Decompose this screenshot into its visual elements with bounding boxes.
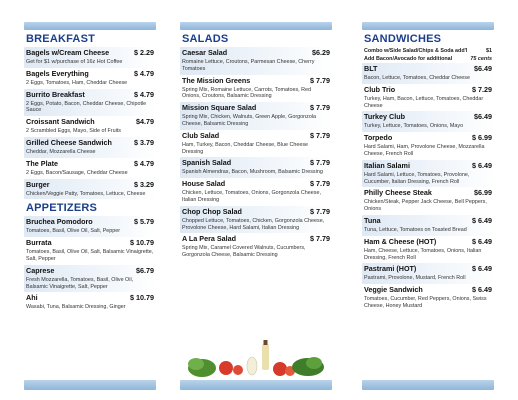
- menu-item: [362, 236, 494, 264]
- breakfast-list: [24, 47, 156, 199]
- menu-item: [362, 263, 494, 284]
- menu-item-row: [364, 237, 492, 246]
- menu-item: [362, 187, 494, 215]
- menu-item-price: $ 2.29: [134, 48, 154, 57]
- menu-item-row: [26, 90, 154, 99]
- menu-item-row: [182, 179, 330, 188]
- menu-item-row: [26, 159, 154, 168]
- menu-item-description: Chicken, Lettuce, Tomatoes, Onions, Gorgonzola Cheese, Italian Dressing: [182, 190, 321, 203]
- appetizers-list: [24, 216, 156, 313]
- menu-item-price: $6.29: [312, 48, 330, 57]
- menu-item: [180, 233, 332, 261]
- menu-item-row: [364, 285, 492, 294]
- menu-item: [362, 215, 494, 236]
- menu-item-description: 2 Eggs, Potato, Bacon, Cheddar Cheese, Chipotle Sauce: [26, 100, 147, 114]
- menu-item-price: $ 7.79: [310, 130, 330, 140]
- menu-item-description: Tomatoes, Cucumber, Red Peppers, Onions, Swiss Cheese, Honey Mustard: [364, 296, 487, 309]
- salads-panel: [180, 22, 332, 390]
- menu-item-price: $ 7.79: [310, 179, 330, 189]
- menu-item-name: Chop Chop Salad: [182, 206, 242, 216]
- menu-item-description: Chicken/Steak, Pepper Jack Cheese, Bell Peppers, Onions: [364, 199, 487, 213]
- menu-item: [24, 89, 156, 117]
- top-band: [24, 22, 156, 30]
- menu-item-row: [26, 117, 154, 126]
- menu-item-name: Burger: [26, 179, 50, 189]
- menu-item: [180, 178, 332, 206]
- menu-item-name: Torpedo: [364, 133, 393, 143]
- menu-item-name: Club Trio: [364, 84, 396, 94]
- menu-item-description: 2 Eggs, Tomatoes, Ham, Cheddar Cheese: [26, 79, 128, 86]
- menu-item-price: $6.49: [474, 64, 492, 73]
- menu-item: [180, 130, 332, 158]
- menu-item-row: [364, 264, 492, 273]
- menu-item-name: Bruchea Pomodoro: [26, 217, 93, 227]
- menu-item-row: [26, 180, 154, 189]
- menu-item-name: Mission Square Salad: [182, 103, 257, 113]
- menu-item: [362, 284, 494, 312]
- bottom-band: [362, 380, 494, 390]
- menu-item-row: [364, 64, 492, 73]
- combo-note-text: Combo w/Side Salad/Chips & Soda add'l: [364, 48, 468, 54]
- menu-item: [362, 63, 494, 84]
- menu-item: [24, 292, 156, 313]
- menu-item: [24, 216, 156, 237]
- menu-item-price: $ 6.49: [472, 160, 492, 170]
- menu-item: [24, 158, 156, 179]
- bottom-band: [24, 380, 156, 390]
- menu-item-price: $ 7.79: [310, 234, 330, 244]
- vegetables-illustration: [182, 334, 330, 378]
- menu-item-row: [182, 131, 330, 140]
- menu-item-description: Hard Salami, Lettuce, Tomatoes, Provolone, Cucumber, Italian Dressing, French Roll: [364, 171, 470, 185]
- menu-item-row: [364, 188, 492, 197]
- menu-item-price: $ 3.29: [134, 179, 154, 189]
- menu-item-description: Turkey, Ham, Bacon, Lettuce, Tomatoes, Cheddar Cheese: [364, 95, 484, 109]
- sandwiches-heading: SANDWICHES: [364, 33, 442, 45]
- menu-item-price: $ 6.49: [472, 215, 492, 225]
- menu-item-description: Wasabi, Tuna, Balsamic Dressing, Ginger: [26, 304, 126, 311]
- menu-item: [24, 265, 156, 293]
- menu-item-price: $ 4.79: [134, 158, 154, 168]
- menu-item-price: $6.79: [136, 265, 154, 275]
- menu-item: [24, 237, 156, 265]
- menu-item: [362, 160, 494, 188]
- menu-item: [180, 47, 332, 75]
- menu-item-description: Bacon, Lettuce, Tomatoes, Cheddar Cheese: [364, 75, 470, 81]
- menu-item-description: Pastrami, Provolone, Mustard, French Roll: [364, 275, 466, 282]
- menu-item-price: $ 4.79: [134, 68, 154, 78]
- menu-item: [180, 102, 332, 130]
- menu-item-price: $ 6.49: [472, 285, 492, 295]
- combo-note: [362, 47, 494, 55]
- menu-item-row: [182, 207, 330, 216]
- menu-item-row: [182, 158, 330, 167]
- menu-item-name: Italian Salami: [364, 160, 410, 170]
- menu-item-description: Spring Mix, Chicken, Walnuts, Green Apple, Gorgonzola Cheese, Balsamic Dressing: [182, 114, 317, 127]
- menu-item-name: Burrito Breakfast: [26, 89, 85, 99]
- menu-item-description: Romaine Lettuce, Croutons, Parmesan Cheese, Cherry Tomatoes: [182, 59, 315, 72]
- sandwiches-panel: [362, 22, 494, 390]
- menu-item-price: $ 7.79: [310, 206, 330, 216]
- menu-item-row: [182, 76, 330, 85]
- menu-item-name: Bagels Everything: [26, 68, 89, 78]
- addon-note: [362, 55, 494, 63]
- menu-item-description: Fresh Mozzarella, Tomatoes, Basil, Olive Oil, Balsamic Vinaigrette, Salt, Pepper: [26, 276, 134, 290]
- menu-item-price: $6.49: [474, 112, 492, 122]
- menu-item-price: $ 6.99: [472, 133, 492, 143]
- menu-item-row: [364, 161, 492, 170]
- menu-item-row: [26, 138, 154, 147]
- addon-note-price: 75 cents: [470, 56, 492, 62]
- menu-item-row: [182, 234, 330, 243]
- menu-item-description: Ham, Cheese, Lettuce, Tomatoes, Onions, Italian Dressing, French Roll: [364, 247, 482, 261]
- menu-item-name: Pastrami (HOT): [364, 264, 417, 274]
- menu-item: [362, 111, 494, 132]
- menu-item-price: $ 7.79: [310, 103, 330, 113]
- menu-item-name: BLT: [364, 64, 378, 73]
- menu-item-name: Spanish Salad: [182, 158, 232, 168]
- menu-item: [362, 132, 494, 160]
- menu-item-name: A La Pera Salad: [182, 234, 237, 244]
- menu-item-price: $ 4.79: [134, 89, 154, 99]
- menu-item-description: Tuna, Lettuce, Tomatoes on Toasted Bread: [364, 226, 467, 233]
- menu-item-price: $6.99: [474, 188, 492, 198]
- menu-item-row: [364, 112, 492, 121]
- menu-item-price: $ 10.79: [130, 238, 154, 248]
- appetizers-heading: APPETIZERS: [26, 202, 98, 215]
- menu-item: [24, 179, 156, 200]
- salads-heading: SALADS: [182, 33, 229, 45]
- menu-item-row: [26, 217, 154, 226]
- menu-item-row: [364, 85, 492, 94]
- menu-item-description: Tomatoes, Basil, Olive Oil, Salt, Pepper: [26, 228, 121, 235]
- menu-item-description: Spanish Almendras, Bacon, Mushroom, Balsamic Dressing: [182, 169, 323, 176]
- menu-item-price: $ 7.79: [310, 75, 330, 85]
- combo-note-price: $1: [486, 48, 492, 54]
- menu-item-name: Club Salad: [182, 130, 220, 140]
- menu-item-row: [364, 133, 492, 142]
- menu-item: [24, 68, 156, 89]
- menu-item-description: Cheddar, Mozzarella Cheese: [26, 148, 96, 155]
- menu-item-description: Spring Mix, Caramel Covered Walnuts, Cucumbers, Gorgonzola Cheese, Balsamic Dressing: [182, 245, 306, 259]
- menu-item: [180, 157, 332, 178]
- menu-item-description: Chicken/Veggie Patty, Tomatoes, Lettuce, Cheese: [26, 190, 146, 197]
- menu-item-description: 2 Eggs, Bacon/Sausage, Cheddar Cheese: [26, 169, 128, 176]
- menu-item: [180, 206, 332, 234]
- menu-item-price: $ 6.49: [472, 264, 492, 274]
- menu-item: [24, 137, 156, 158]
- menu-item-name: The Plate: [26, 158, 58, 168]
- menu-item-price: $ 7.29: [472, 84, 492, 94]
- menu-item-row: [182, 103, 330, 112]
- menu-item-description: Get for $1 w/purchase of 16z Hot Coffee: [26, 59, 123, 65]
- menu-item-description: Turkey, Lettuce, Tomatoes, Onions, Mayo: [364, 123, 464, 130]
- menu-item-description: Chopped Lettuce, Tomatoes, Chicken, Gorgonzola Cheese, Provolone Cheese, Hard Salami, Italian Dressing: [182, 217, 325, 231]
- breakfast-heading: BREAKFAST: [26, 33, 96, 45]
- menu-item-name: Burrata: [26, 238, 52, 248]
- menu-item-name: Grilled Cheese Sandwich: [26, 137, 112, 147]
- menu-item-description: Hard Salami, Ham, Provolone Cheese, Mozzarella Cheese, French Roll: [364, 144, 485, 157]
- menu-item-name: Turkey Club: [364, 112, 406, 122]
- menu-item-row: [26, 266, 154, 275]
- menu-item-name: Croissant Sandwich: [26, 117, 95, 127]
- menu-item: [24, 116, 156, 137]
- menu-item-price: $4.79: [136, 117, 154, 127]
- menu-item-name: Tuna: [364, 215, 381, 225]
- bottom-band: [180, 380, 332, 390]
- menu-item: [180, 75, 332, 103]
- addon-note-text: Add Bacon/Avocado for additional: [364, 56, 453, 62]
- menu-item-name: Ham & Cheese (HOT): [364, 236, 437, 246]
- menu-item-description: 2 Scrambled Eggs, Mayo, Side of Fruits: [26, 128, 121, 135]
- menu-item-description: Ham, Turkey, Bacon, Cheddar Cheese, Blue Cheese Dressing: [182, 141, 309, 155]
- menu-item-row: [26, 293, 154, 302]
- menu-item: [24, 47, 156, 68]
- menu-item-name: Ahi: [26, 293, 38, 303]
- menu-item-row: [26, 238, 154, 247]
- menu-item-price: $ 6.49: [472, 236, 492, 246]
- menu-item-description: Tomatoes, Basil, Olive Oil, Salt, Balsamic Vinaigrette, Salt, Pepper: [26, 249, 154, 262]
- menu-item-price: $ 10.79: [130, 293, 154, 303]
- sandwiches-list: [362, 63, 494, 312]
- menu-item-row: [182, 48, 330, 57]
- menu-item-name: Caprese: [26, 265, 55, 275]
- menu-item-row: [26, 48, 154, 57]
- menu-item-name: The Mission Greens: [182, 75, 251, 85]
- menu-item-name: Veggie Sandwich: [364, 285, 423, 295]
- menu-item-name: Bagels w/Cream Cheese: [26, 48, 110, 57]
- menu-item-name: Caesar Salad: [182, 48, 228, 57]
- menu-item-description: Spring Mix, Romaine Lettuce, Carrots, Tomatoes, Red Onions, Croutons, Balsamic Dressing: [182, 86, 312, 100]
- salads-list: [180, 47, 332, 261]
- menu-item-price: $ 7.79: [310, 158, 330, 168]
- menu-item-name: House Salad: [182, 179, 226, 189]
- menu-item-price: $ 3.79: [134, 137, 154, 147]
- breakfast-panel: [24, 22, 156, 390]
- menu-item-name: Philly Cheese Steak: [364, 188, 432, 198]
- menu-item-row: [364, 216, 492, 225]
- menu-item-row: [26, 69, 154, 78]
- menu-item-price: $ 5.79: [134, 217, 154, 227]
- top-band: [362, 22, 494, 30]
- top-band: [180, 22, 332, 30]
- menu-item: [362, 84, 494, 112]
